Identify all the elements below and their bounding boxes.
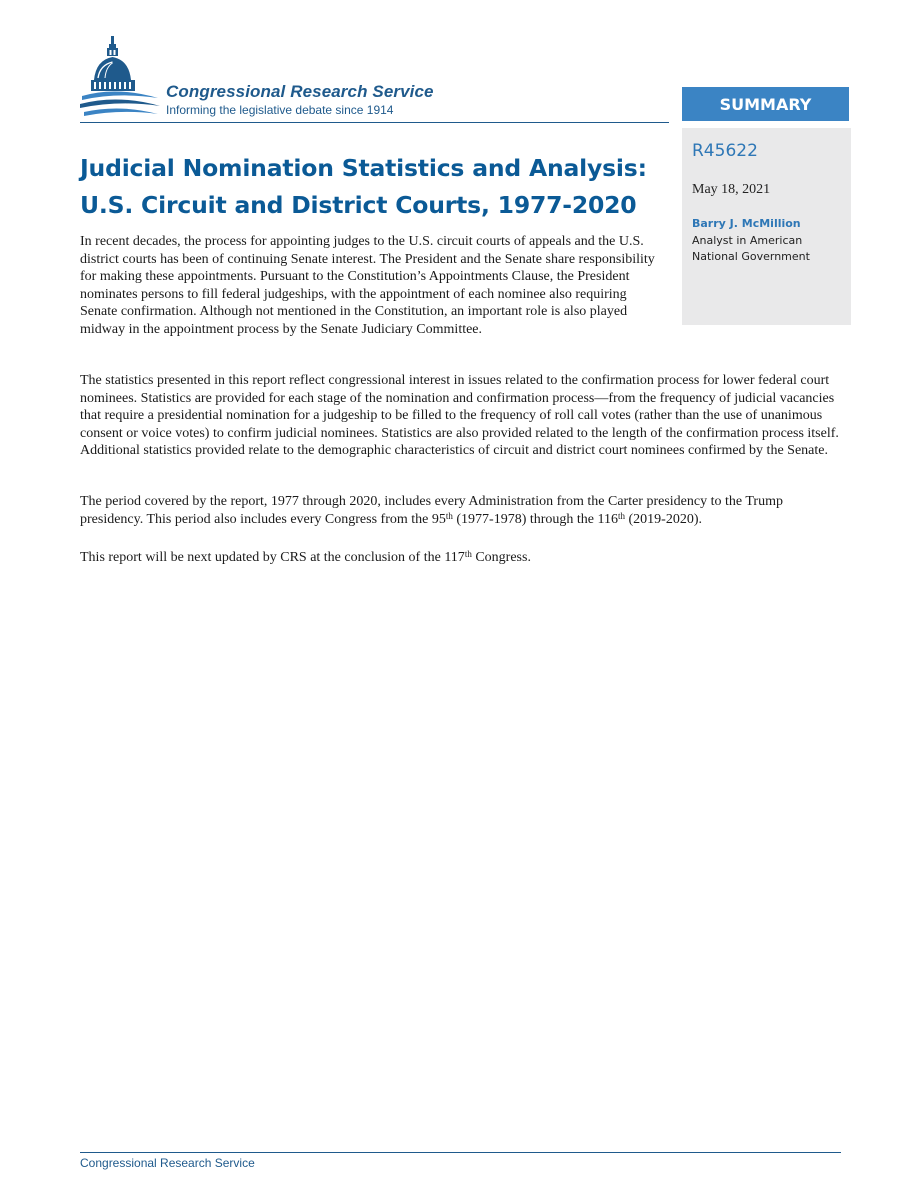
org-name: Congressional Research Service [166, 82, 434, 101]
para3-text-c: (2019-2020). [625, 511, 703, 527]
org-tagline: Informing the legislative debate since 1914 [166, 103, 394, 117]
para4-text-a: This report will be next updated by CRS at the conclusion of the 117 [80, 550, 465, 565]
report-date: May 18, 2021 [692, 182, 771, 197]
summary-paragraph-2: The statistics presented in this report reflect congressional interest in issues related to the confirmation process for lower federal court nominees. Statistics are provided for each stage of the nomination and confirmation process—from the frequency of judicial vacancies that require a presidential nomination for a judgeship to be filled to the frequency of roll call votes (rather than the use of unanimous consent or voice votes) to confirm judicial nominees. Statistics are also provided related to the length of the confirmation process itself. Additional statistics provided relate to the demographic characteristics of circuit and district court nominees confirmed by the Senate. [80, 373, 839, 459]
para3-text-a: The period covered by the report, 1977 through 2020, includes every Administration from the Carter presidency to the Trump presidency. This period also includes every Congress from the 95 [80, 494, 783, 527]
author-title: Analyst in American National Government [692, 234, 810, 263]
summary-label: SUMMARY [682, 87, 849, 121]
footer-divider [80, 1152, 841, 1153]
para3-text-b: (1977-1978) through the 116 [452, 511, 618, 527]
author-name: Barry J. McMillion [692, 217, 801, 230]
para3-superscript-a: th [445, 510, 453, 521]
crs-logo [80, 36, 480, 122]
para3-superscript-b: th [618, 510, 626, 521]
capitol-dome-icon [80, 36, 164, 122]
summary-paragraph-4 [80, 549, 840, 567]
title-line-2: U.S. Circuit and District Courts, 1977-2020 [80, 191, 637, 219]
footer-text: Congressional Research Service [80, 1156, 255, 1170]
para4-superscript: th [464, 549, 472, 559]
document-title [80, 150, 670, 224]
title-line-1: Judicial Nomination Statistics and Analysis: [80, 154, 647, 182]
para4-text-b: Congress. [471, 550, 531, 565]
report-number: R45622 [692, 141, 758, 161]
header-divider [80, 122, 669, 123]
summary-paragraph-1: In recent decades, the process for appointing judges to the U.S. circuit courts of appeals and the U.S. district courts has been of continuing Senate interest. The President and the Senate share responsibility for making these appointments. Pursuant to the Constitution’s Appointments Clause, the President nominates persons to fill federal judgeships, with the appointment of each nominee also requiring Senate confirmation. Although not mentioned in the Constitution, an important role is also played midway in the appointment process by the Senate Judiciary Committee. [80, 234, 655, 337]
summary-paragraph-3 [80, 493, 840, 528]
